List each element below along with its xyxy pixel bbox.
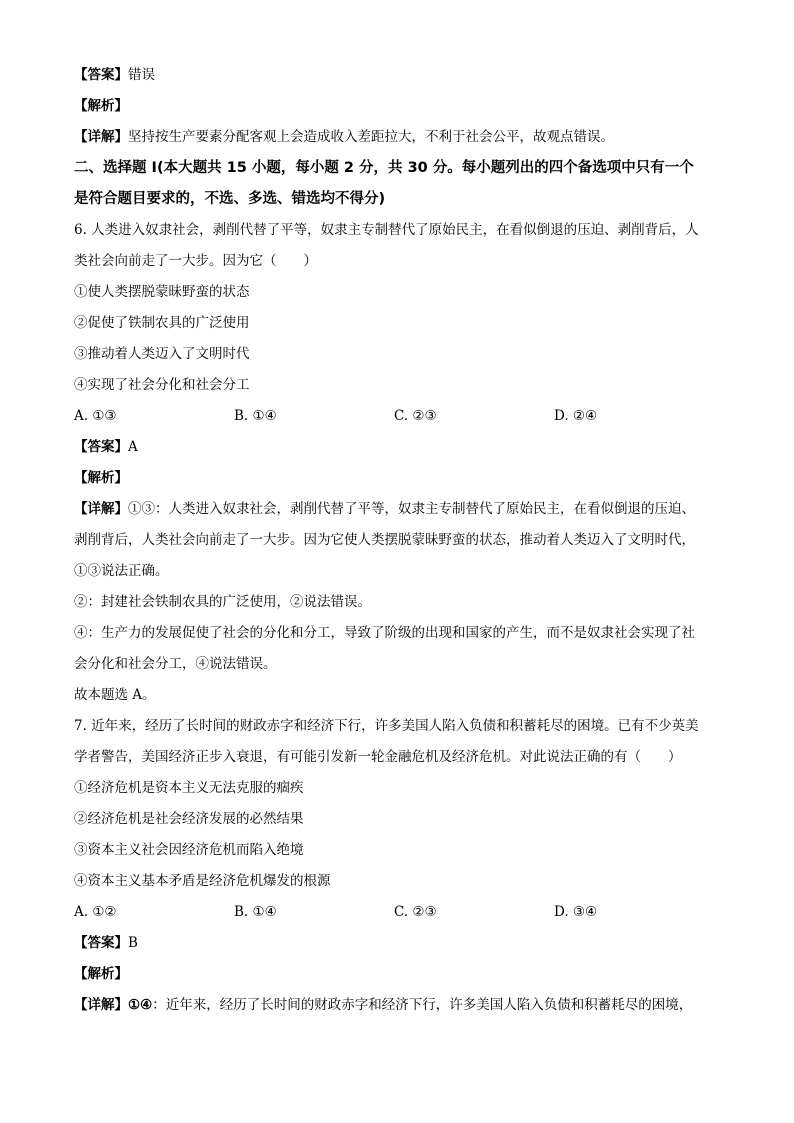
q7-item-2: ②经济危机是社会经济发展的必然结果 — [74, 811, 304, 827]
detail-tag: 【详解】 — [74, 129, 128, 145]
q7-stem-line-1: 7. 近年来，经历了长时间的财政赤字和经济下行，许多美国人陷入负债和积蓄耗尽的困境。已有不少英美 — [74, 718, 699, 734]
q7-item-4: ④资本主义基本矛盾是经济危机爆发的根源 — [74, 873, 331, 889]
q7-detail-line-1 — [74, 990, 724, 1021]
q7-option-d: D. ③④ — [554, 904, 598, 920]
q7-analysis-tag: 【解析】 — [74, 966, 128, 982]
q6-detail-tag: 【详解】 — [74, 501, 128, 517]
q6-detail-line-6: 会分化和社会分工，④说法错误。 — [74, 656, 277, 672]
q6-detail-line-3: ①③说法正确。 — [74, 563, 169, 579]
q7-item-3: ③资本主义社会因经济危机而陷入绝境 — [74, 842, 304, 858]
detail-line — [74, 122, 724, 153]
q6-item-4: ④实现了社会分化和社会分工 — [74, 377, 250, 393]
q6-stem-line-1: 6. 人类进入奴隶社会，剥削代替了平等，奴隶主专制替代了原始民主，在看似倒退的压迫、剥削背后，人 — [74, 222, 699, 238]
q6-detail-line-5: ④：生产力的发展促使了社会的分化和分工，导致了阶级的出现和国家的产生，而不是奴隶社会实现了社 — [74, 625, 695, 641]
q6-option-c: C. ②③ — [394, 408, 437, 424]
q7-option-c: C. ②③ — [394, 904, 437, 920]
q6-detail-line-2: 剥削背后，人类社会向前走了一大步。因为它使人类摆脱蒙昧野蛮的状态，推动着人类迈入了文明时代， — [74, 532, 695, 548]
q7-option-b: B. ①④ — [234, 904, 277, 920]
q6-item-2: ②促使了铁制农具的广泛使用 — [74, 315, 250, 331]
q6-answer-line — [74, 432, 724, 463]
q6-options — [74, 401, 724, 432]
q7-item-1: ①经济危机是资本主义无法克服的痼疾 — [74, 780, 304, 796]
answer-tag: 【答案】 — [74, 67, 128, 83]
answer-value: 错误 — [128, 67, 155, 83]
q6-answer-value: A — [128, 439, 138, 455]
q7-answer-line — [74, 928, 724, 959]
q7-option-a: A. ①② — [74, 904, 117, 920]
analysis-line — [74, 91, 724, 122]
q6-analysis-tag: 【解析】 — [74, 470, 128, 486]
q7-detail-ref: ①④ — [128, 997, 153, 1013]
section-heading-line-1: 二、选择题 I(本大题共 15 小题，每小题 2 分，共 30 分。每小题列出的四个备选项中只有一个 — [74, 160, 694, 176]
q7-analysis-line — [74, 959, 724, 990]
q6-detail-line-1 — [74, 494, 724, 525]
q7-options — [74, 897, 724, 928]
q6-stem-line-2: 类社会向前走了一大步。因为它（ ） — [74, 253, 317, 269]
q6-option-d: D. ②④ — [554, 408, 598, 424]
q6-option-b: B. ①④ — [234, 408, 277, 424]
q6-detail-line-4: ②：封建社会铁制农具的广泛使用，②说法错误。 — [74, 594, 371, 610]
q6-conclusion: 故本题选 A。 — [74, 687, 156, 703]
answer-line — [74, 60, 724, 91]
q7-answer-tag: 【答案】 — [74, 935, 128, 951]
q7-detail-text-1: ：近年来，经历了长时间的财政赤字和经济下行，许多美国人陷入负债和积蓄耗尽的困境， — [152, 997, 693, 1013]
section-heading-line-2: 是符合题目要求的，不选、多选、错选均不得分) — [74, 191, 386, 207]
q6-item-1: ①使人类摆脱蒙昧野蛮的状态 — [74, 284, 250, 300]
q6-analysis-line — [74, 463, 724, 494]
q6-answer-tag: 【答案】 — [74, 439, 128, 455]
q6-item-3: ③推动着人类迈入了文明时代 — [74, 346, 250, 362]
detail-text: 坚持按生产要素分配客观上会造成收入差距拉大，不利于社会公平，故观点错误。 — [128, 129, 614, 145]
q6-option-a: A. ①③ — [74, 408, 117, 424]
q7-stem-line-2: 学者警告，美国经济正步入衰退，有可能引发新一轮金融危机及经济危机。对此说法正确的有（ ） — [74, 749, 682, 765]
q7-detail-tag: 【详解】 — [74, 997, 128, 1013]
q7-answer-value: B — [128, 935, 138, 951]
q6-detail-text-1: ①③：人类进入奴隶社会，剥削代替了平等，奴隶主专制替代了原始民主，在看似倒退的压迫、 — [128, 501, 695, 517]
analysis-tag: 【解析】 — [74, 98, 128, 114]
